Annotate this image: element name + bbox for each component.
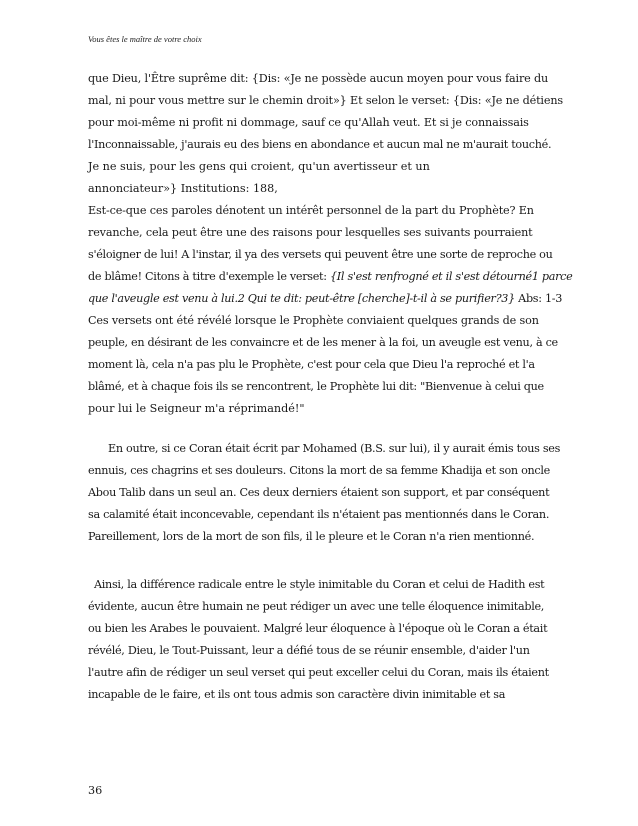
- text-line: [88, 288, 563, 310]
- text-line: révélé, Dieu, le Tout-Puissant, leur a défié tous de se réunir ensemble, d'aider l'un: [88, 644, 530, 657]
- text-span: de blâme! Citons à titre d'exemple le verset:: [88, 270, 330, 283]
- page-number: 36: [88, 784, 103, 797]
- text-line: s'éloigner de lui! A l'instar, il ya des versets qui peuvent être une sorte de reproche ou: [88, 248, 553, 261]
- text-line: [88, 266, 573, 288]
- text-line: peuple, en désirant de les convaincre et de les mener à la foi, un aveugle est venu, à ce: [88, 336, 558, 349]
- text-line: mal, ni pour vous mettre sur le chemin droit»} Et selon le verset: {Dis: «Je ne détiens: [88, 94, 563, 107]
- text-line: évidente, aucun être humain ne peut rédiger un avec une telle éloquence inimitable,: [88, 600, 545, 613]
- text-line: incapable de le faire, et ils ont tous admis son caractère divin inimitable et sa: [88, 688, 506, 701]
- text-line: pour moi-même ni profit ni dommage, sauf ce qu'Allah veut. Et si je connaissais: [88, 116, 529, 129]
- text-line: ennuis, ces chagrins et ses douleurs. Citons la mort de sa femme Khadija et son oncle: [88, 464, 550, 477]
- text-line: l'autre afin de rédiger un seul verset qui peut exceller celui du Coran, mais ils étaient: [88, 666, 549, 679]
- text-line: l'Inconnaissable, j'aurais eu des biens en abondance et aucun mal ne m'aurait touché.: [88, 138, 552, 151]
- verse-reference: Abs: 1-3: [514, 292, 563, 305]
- text-line: En outre, si ce Coran était écrit par Mohamed (B.S. sur lui), il y aurait émis tous ses: [108, 442, 561, 455]
- body-text: [88, 68, 573, 706]
- running-header: Vous êtes le maître de votre choix: [88, 34, 202, 44]
- text-line: que Dieu, l'Être suprême dit: {Dis: «Je ne possède aucun moyen pour vous faire du: [88, 72, 549, 85]
- text-line: pour lui le Seigneur m'a réprimandé!": [88, 402, 305, 415]
- text-line: ou bien les Arabes le pouvaient. Malgré leur éloquence à l'époque où le Coran a était: [88, 622, 548, 635]
- text-line: moment là, cela n'a pas plu le Prophète, c'est pour cela que Dieu l'a reproché et l'a: [88, 358, 535, 371]
- text-line: Est-ce-que ces paroles dénotent un intérêt personnel de la part du Prophète? En: [88, 204, 534, 217]
- text-line: Ainsi, la différence radicale entre le style inimitable du Coran et celui de Hadith est: [94, 578, 545, 591]
- text-line: Ces versets ont été révélé lorsque le Prophète conviaient quelques grands de son: [88, 314, 539, 327]
- text-line: annonciateur»} Institutions: 188,: [88, 182, 278, 195]
- verse-quote: {Il s'est renfrogné et il s'est détourné1 parce: [329, 270, 573, 283]
- verse-quote: que l'aveugle est venu à lui.2 Qui te dit: peut-être [cherche]-t-il à se purifier?3}: [88, 292, 515, 305]
- text-line: sa calamité était inconcevable, cependant ils n'étaient pas mentionnés dans le Coran.: [88, 508, 550, 521]
- text-line: Abou Talib dans un seul an. Ces deux derniers étaient son support, et par conséquent: [88, 486, 550, 499]
- text-line: Je ne suis, pour les gens qui croient, qu'un avertisseur et un: [88, 160, 430, 173]
- text-line: Pareillement, lors de la mort de son fils, il le pleure et le Coran n'a rien mentionné.: [88, 530, 535, 543]
- text-line: blâmé, et à chaque fois ils se rencontrent, le Prophète lui dit: "Bienvenue à celui que: [88, 380, 544, 393]
- text-line: revanche, cela peut être une des raisons pour lesquelles ses suivants pourraient: [88, 226, 533, 239]
